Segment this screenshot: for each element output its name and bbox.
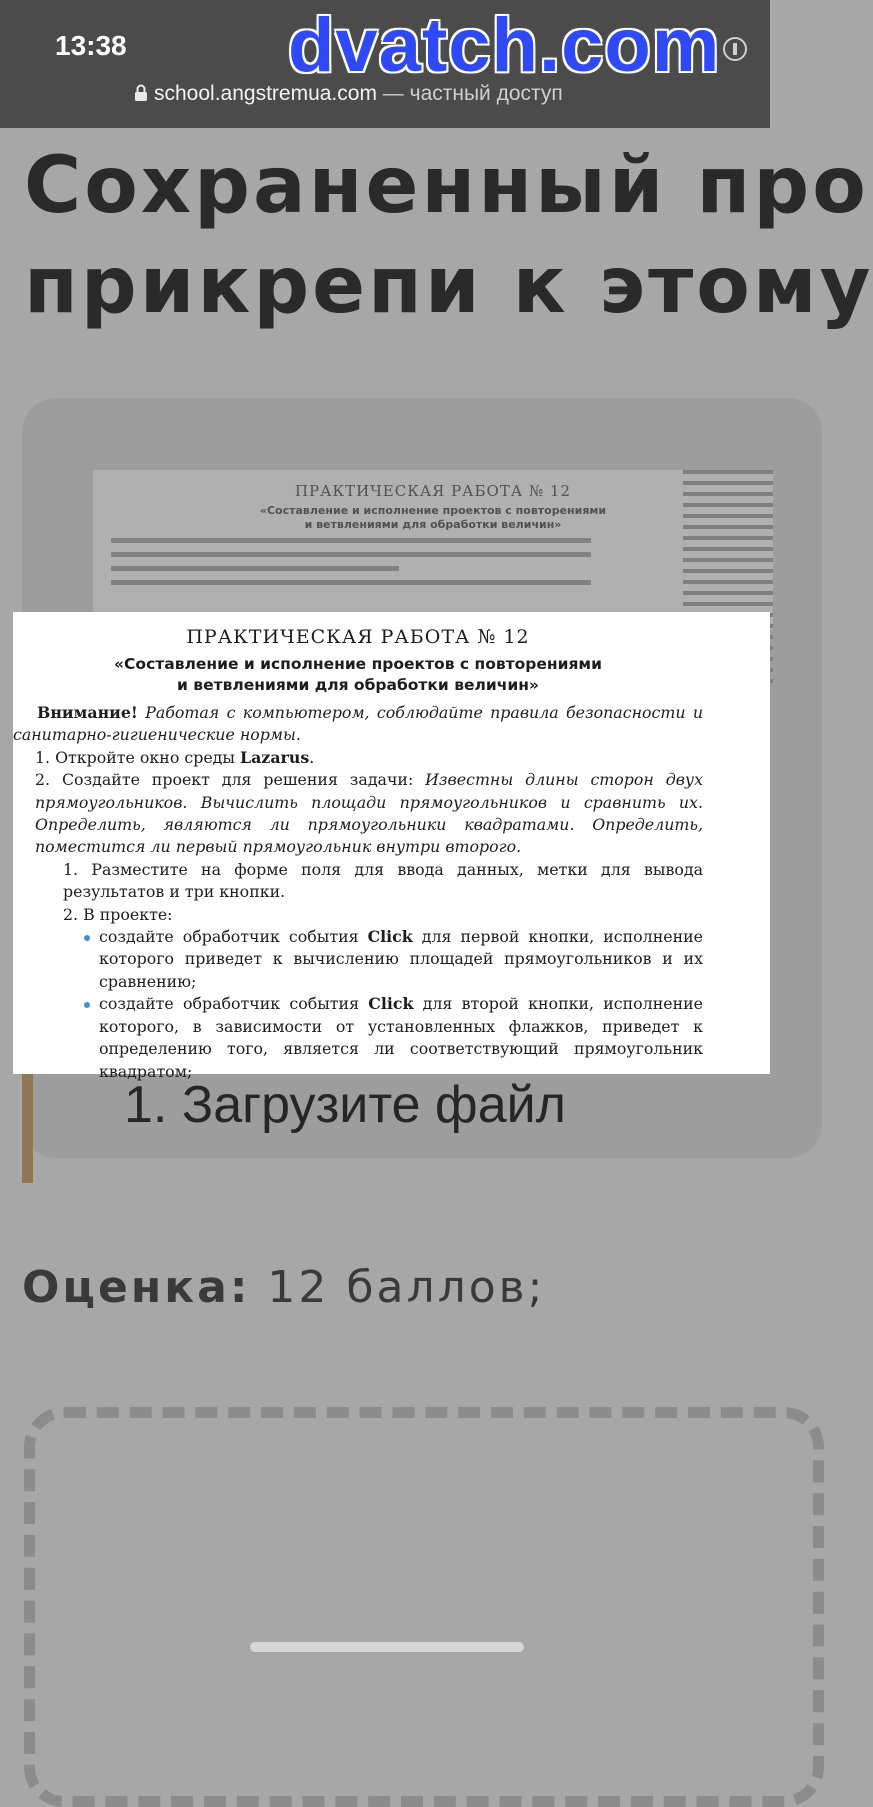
url-domain: school.angstremua.com <box>154 82 377 105</box>
bullet-icon <box>84 935 90 941</box>
page-title <box>24 136 873 336</box>
warning-text: Работая с компьютером, соблюдайте правила безопасности и санитарно-гигиенические нормы. <box>13 703 703 745</box>
document-subtitle-line-1: «Составление и исполнение проектов с повторениями <box>114 655 602 673</box>
bullet-1-text: создайте обработчик события <box>99 927 368 947</box>
step-1-text: 1. Откройте окно среды <box>35 747 240 767</box>
task-preview-image[interactable] <box>93 470 773 630</box>
home-indicator[interactable] <box>250 1642 524 1652</box>
preview-subtitle-line-2: и ветвлениями для обработки величин» <box>304 518 562 531</box>
document-title: ПРАКТИЧЕСКАЯ РАБОТА № 12 <box>186 626 530 648</box>
step-2 <box>13 769 703 859</box>
file-drop-zone[interactable] <box>24 1407 824 1807</box>
bullet-1-event: Click <box>367 927 413 947</box>
bullet-item-1 <box>13 926 703 993</box>
substep-2: 2. В проекте: <box>63 904 173 924</box>
step-1-suffix: . <box>309 747 315 767</box>
url-access-note: — частный доступ <box>376 82 563 105</box>
safety-warning <box>13 702 703 747</box>
bullet-2-suffix: для второй кнопки, исполнение которого, в зависимости от установленных флажков, приведет к определению того, является ли соответствующий прямоугольник квадратом; <box>99 994 703 1081</box>
grade-line <box>22 1262 545 1313</box>
step-1-app-name: Lazarus <box>240 747 310 767</box>
preview-subtitle-line-1: «Составление и исполнение проектов с повторениями <box>259 504 607 517</box>
bullet-icon <box>84 1002 90 1008</box>
page-title-line-1: Сохраненный про <box>24 141 869 231</box>
document-body <box>13 702 703 1083</box>
bullet-2-event: Click <box>368 994 414 1014</box>
step-2-task: Известны длины сторон двух прямоугольников. Вычислить площади прямоугольников и сравнить их. Определить, являются ли прямоугольники квадратами. Определить, поместится ли первый прямоугольник внутри второго. <box>35 770 703 857</box>
document-subtitle <box>13 654 703 696</box>
upload-step-heading: 1. Загрузите файл <box>124 1076 567 1134</box>
lock-icon <box>134 84 148 102</box>
bullet-1-suffix: для первой кнопки, исполнение которого приведет к вычислению площадей прямоугольников и их сравнению; <box>99 927 703 991</box>
page-title-line-2: прикрепи к этому <box>24 241 873 331</box>
step-2-text: 2. Создайте проект для решения задачи: <box>35 770 426 790</box>
grade-value: 12 баллов; <box>250 1262 546 1313</box>
bullet-2-text: создайте обработчик события <box>99 994 369 1014</box>
step-1 <box>13 747 703 769</box>
reader-mode-icon[interactable] <box>722 36 748 62</box>
watermark: dvatch.com <box>288 3 721 88</box>
bullet-item-2 <box>13 993 703 1083</box>
preview-title: ПРАКТИЧЕСКАЯ РАБОТА № 12 <box>294 482 572 500</box>
substep-1: 1. Разместите на форме поля для ввода данных, метки для вывода результатов и три кнопки. <box>63 859 703 902</box>
preview-text-lines <box>111 538 591 585</box>
grade-label: Оценка: <box>22 1262 251 1313</box>
document-subtitle-line-2: и ветвлениями для обработки величин» <box>177 676 539 694</box>
warning-label: Внимание! <box>37 703 138 722</box>
assignment-document-image <box>13 612 770 1081</box>
status-time: 13:38 <box>55 30 127 61</box>
preview-subtitle <box>93 504 773 532</box>
